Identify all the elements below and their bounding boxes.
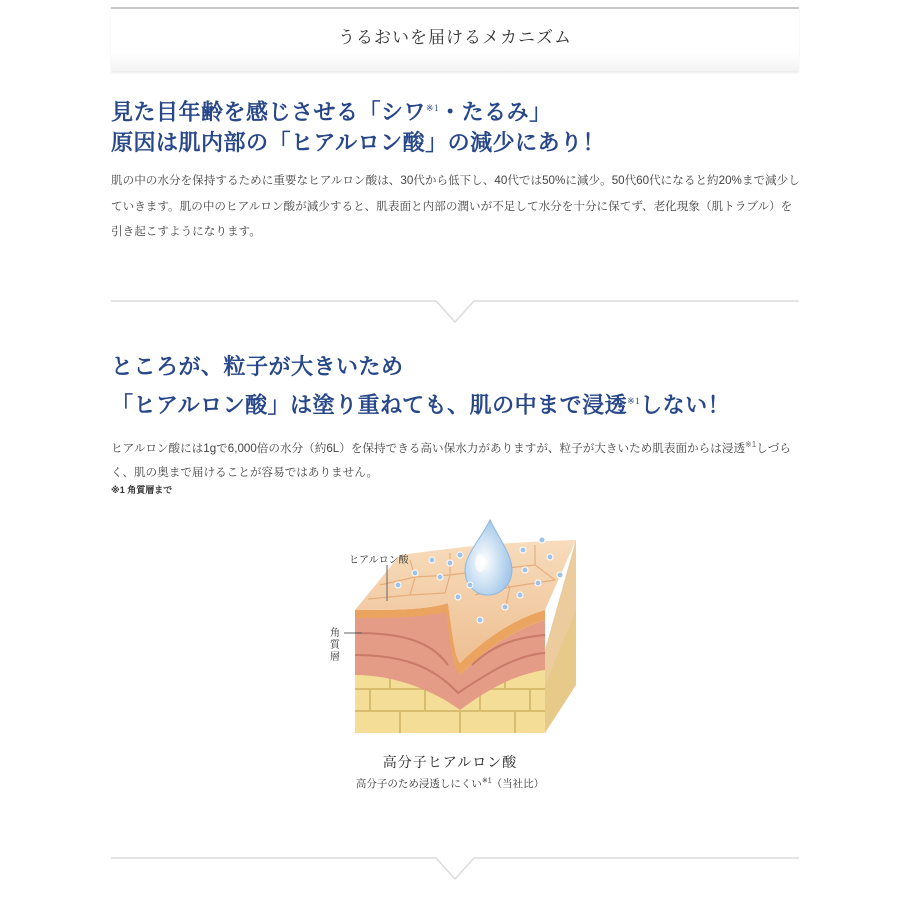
footnote-mark: ※1 [627,396,641,406]
footnote-mark: ※1 [426,103,440,113]
paragraph-hyaluronic-decline: 肌の中の水分を保持するために重要なヒアルロン酸は、30代から低下し、40代では50%に減少。50代60代になると約20%まで減少していきます。肌の中のヒアルロン酸が減少すると、肌表面と内部の潤いが不足して水分を十分に保てず、老化現象（肌トラブル）を引き起こすようになります。 [111,174,800,238]
heading-text: しない！ [640,392,731,418]
caption-subtext [0,776,900,791]
heading-text: 見た目年齢を感じさせる「シワ [111,99,427,125]
heading-line [111,93,605,127]
heading-text: ・たるみ」 [439,99,552,125]
divider-arrow [111,300,799,326]
footnote-mark: ※1 [481,777,492,785]
heading-line: ところが、粒子が大きいため [111,354,404,379]
caption-text: 高分子のため浸透しにくい [355,778,482,790]
heading-line [111,386,730,420]
skin-cross-section-illustration [320,515,590,745]
heading-line: 原因は肌内部の「ヒアルロン酸」の減少にあり！ [111,130,606,156]
paragraph-text: しづらく、肌の奥まで届けることが容易ではありません。 [111,441,791,479]
footnote-mark: ※1 [745,440,757,449]
footnote: ※1 角質層まで [111,485,173,495]
heading-particle-size [111,351,730,420]
label-hyaluronic-acid: ヒアルロン酸 [349,555,409,566]
section-title: うるおいを届けるメカニズム [111,7,799,71]
heading-wrinkles [111,93,605,158]
divider-arrow [111,857,799,883]
heading-text: 「ヒアルロン酸」は塗り重ねても、肌の中まで浸透 [111,392,628,418]
paragraph-text: ヒアルロン酸には1gで6,000倍の水分（約6L）を保持できる高い保水力がありますが、粒子が大きいため肌表面からは浸透 [111,441,746,455]
caption-text: （当社比） [491,778,545,790]
caption-high-molecular: 高分子ヒアルロン酸 [382,756,518,771]
label-stratum-corneum: 角質層 [330,628,340,663]
paragraph-penetration [111,433,801,485]
